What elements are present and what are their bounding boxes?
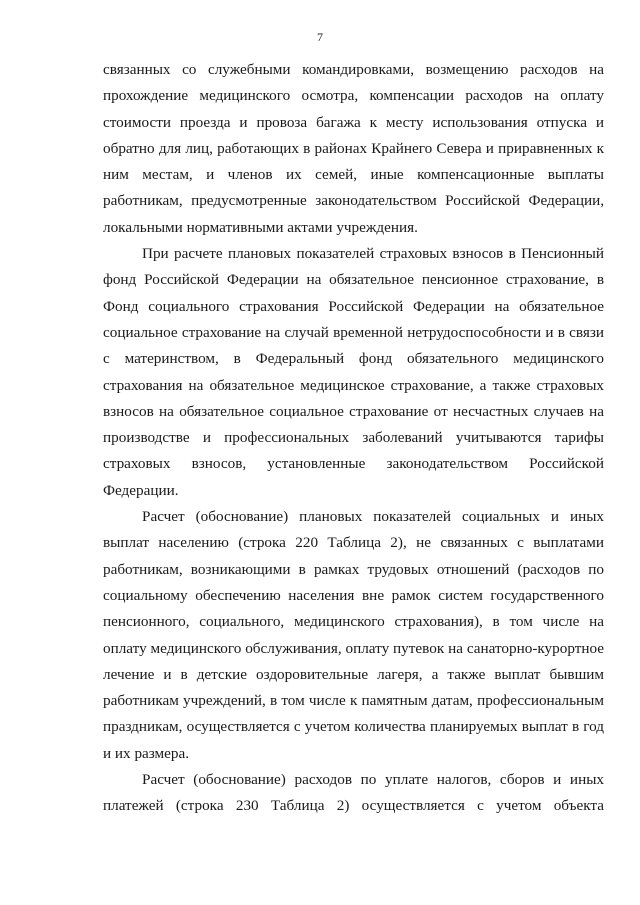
paragraph-insurance-contributions: При расчете плановых показателей страховых взносов в Пенсионный фонд Российской Федерации на обязательное пенсионное страхование, в Фонд социального страхования Российской Федерации на обязательное социальное страхование на случай временной нетрудоспособности и в связи с материнством, в Федеральный фонд обязательного медицинского страхования на обязательное медицинское страхование, а также страховых взносов на обязательное социальное страхование от несчастных случаев на производстве и профессиональных заболеваний учитываются тарифы страховых взносов, установленные законодательством Российской Федерации. [103,245,604,499]
paragraph-continued-compensations: связанных со служебными командировками, возмещению расходов на прохождение медицинского осмотра, компенсации расходов на оплату стоимости проезда и провоза багажа к месту использования отпуска и обратно для лиц, работающих в районах Крайнего Севера и приравненных к ним местам, и членов их семей, иные компенсационные выплаты работникам, предусмотренные законодательством Российской Федерации, локальными нормативными актами учреждения. [103,61,604,236]
page-number: 7 [317,30,323,44]
paragraph-taxes-fees: Расчет (обоснование) расходов по уплате налогов, сборов и иных платежей (строка 230 Таблица 2) осуществляется с учетом объекта [103,771,604,815]
document-body [103,57,604,820]
paragraph-social-payments: Расчет (обоснование) плановых показателей социальных и иных выплат населению (строка 220 Таблица 2), не связанных с выплатами работникам, возникающими в рамках трудовых отношений (расходов по социальному обеспечению населения вне рамок систем государственного пенсионного, социального, медицинского страхования), в том числе на оплату медицинского обслуживания, оплату путевок на санаторно-курортное лечение и в детские оздоровительные лагеря, а также выплат бывшим работникам учреждений, в том числе к памятным датам, профессиональным праздникам, осуществляется с учетом количества планируемых выплат в год и их размера. [103,508,604,762]
